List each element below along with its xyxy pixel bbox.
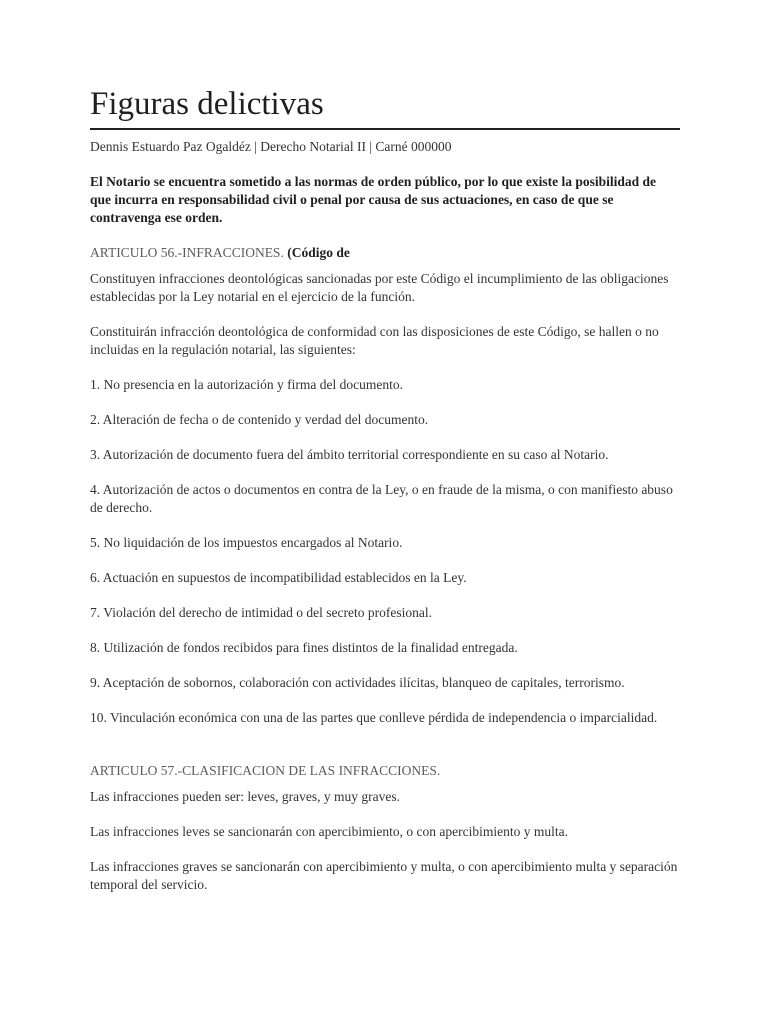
article-57-paragraph-3: Las infracciones graves se sancionarán con apercibimiento y multa, o con apercibimiento multa y separación temporal del servicio. (90, 859, 678, 892)
list-item: 9. Aceptación de sobornos, colaboración con actividades ilícitas, blanqueo de capitales, terrorismo. (90, 675, 625, 690)
list-item: 2. Alteración de fecha o de contenido y verdad del documento. (90, 412, 429, 427)
list-item: 8. Utilización de fondos recibidos para fines distintos de la finalidad entregada. (90, 640, 518, 655)
list-item: 6. Actuación en supuestos de incompatibilidad establecidos en la Ley. (90, 570, 467, 585)
document-title: Figuras delictivas (90, 84, 680, 130)
list-item: 5. No liquidación de los impuestos encargados al Notario. (90, 535, 403, 550)
article-57-paragraph-1: Las infracciones pueden ser: leves, graves, y muy graves. (90, 789, 401, 804)
list-item: 10. Vinculación económica con una de las partes que conlleve pérdida de independencia o imparcialidad. (90, 710, 658, 725)
list-item: 7. Violación del derecho de intimidad o del secreto profesional. (90, 605, 432, 620)
article-56-heading-text: ARTICULO 56.-INFRACCIONES. (90, 245, 288, 260)
document-subtitle: Dennis Estuardo Paz Ogaldéz | Derecho Notarial II | Carné 000000 (90, 139, 452, 154)
document-page (90, 84, 680, 894)
article-56-paragraph-2: Constituirán infracción deontológica de conformidad con las disposiciones de este Código, se hallen o no incluidas en la regulación notarial, las siguientes: (90, 324, 659, 357)
article-57-heading: ARTICULO 57.-CLASIFICACION DE LAS INFRACCIONES. (90, 763, 441, 778)
article-56-heading (90, 244, 680, 262)
intro-paragraph: El Notario se encuentra sometido a las normas de orden público, por lo que existe la posibilidad de que incurra en responsabilidad civil o penal por causa de sus actuaciones, en caso de que se contravenga ese orden. (90, 174, 657, 225)
article-56-paragraph-1: Constituyen infracciones deontológicas sancionadas por este Código el incumplimiento de las obligaciones establecidas por la Ley notarial en el ejercicio de la función. (90, 271, 669, 304)
list-item: 1. No presencia en la autorización y firma del documento. (90, 377, 404, 392)
list-item: 3. Autorización de documento fuera del ámbito territorial correspondiente en su caso al Notario. (90, 447, 609, 462)
article-56-heading-tail: (Código de (287, 245, 350, 260)
article-57-paragraph-2: Las infracciones leves se sancionarán con apercibimiento, o con apercibimiento y multa. (90, 824, 568, 839)
list-item: 4. Autorización de actos o documentos en contra de la Ley, o en fraude de la misma, o con manifiesto abuso de derecho. (90, 482, 673, 515)
